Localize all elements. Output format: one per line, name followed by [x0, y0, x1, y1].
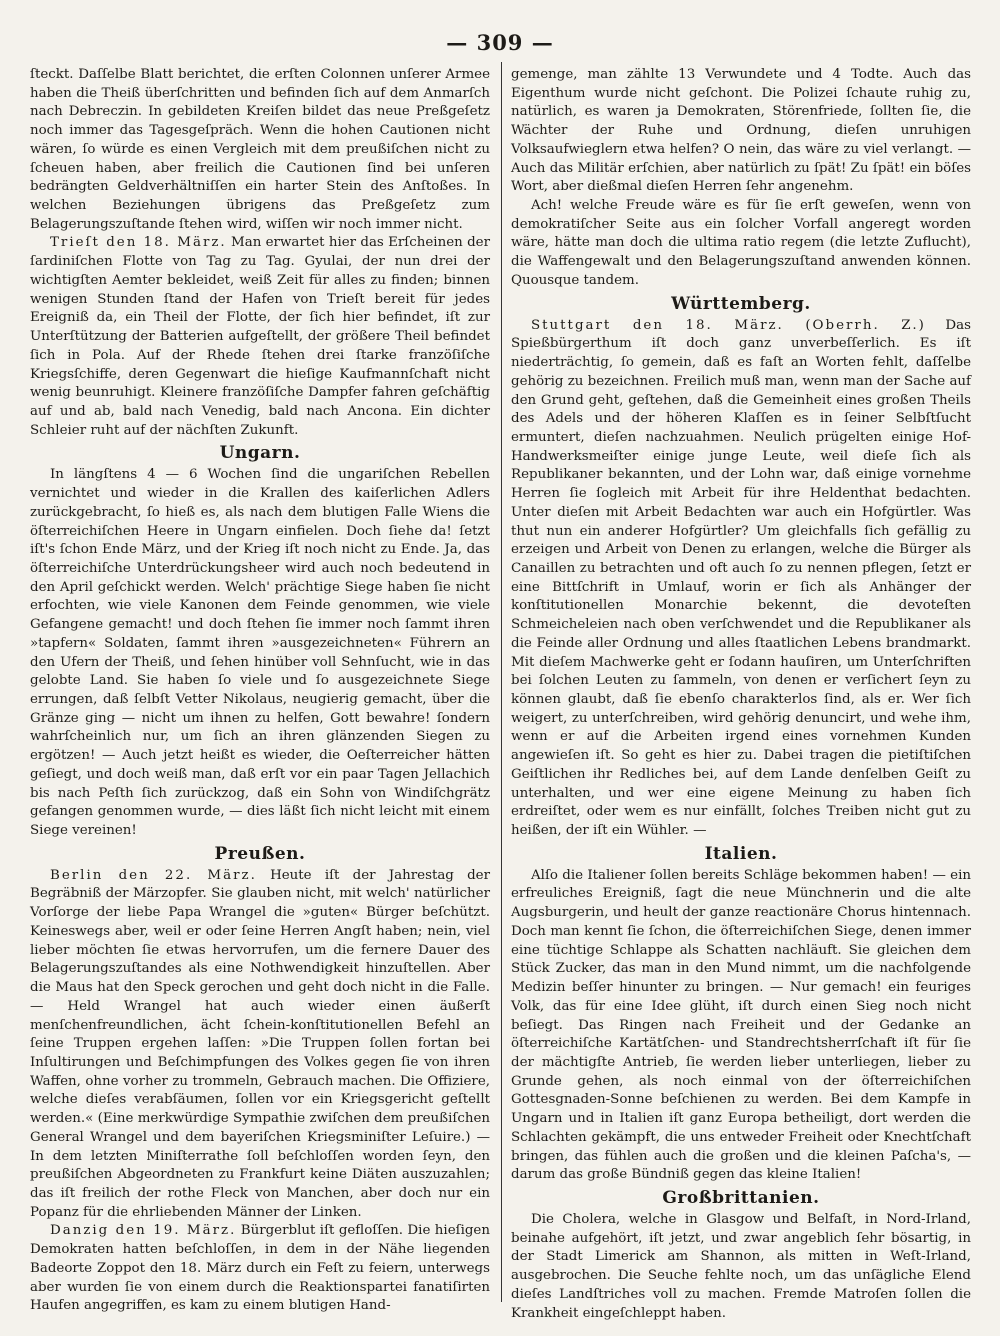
section-heading-italien: Italien.	[704, 843, 778, 864]
article-text: Man erwartet hier das Erſcheinen der ſardiniſchen Flotte von Tag zu Tag. Gyulai, der nun drei der wichtigſten Aemter bekleidet, weiß Zeit für alles zu finden; binnen wenigen Stunden ſtand der Hafen von Trieſt bereit für jedes Ereigniß da, ein Theil der Flotte, der ſich hier befindet, iſt zur Unterſtützung der Batterien aufgeſtellt, der größere Theil befindet ſich in Pola. Auf der Rhede ſtehen drei ſtarke franzöſiſche Kriegsſchiffe, deren Gegenwart die hieſige Kaufmannſchaft nicht wenig beunruhigt. Kleinere franzöſiſche Dampfer fahren geſchäftig auf und ab, bald nach Venedig, bald nach Ancona. Ein dichter Schleier ruht auf der nächſten Zukunft.	[30, 235, 490, 438]
dateline: Berlin den 22. März.	[50, 867, 257, 883]
section-heading-grossbritannien: Großbrittanien.	[662, 1187, 820, 1208]
article-paragraph: ſteckt. Daſſelbe Blatt berichtet, die erſten Colonnen unſerer Armee haben die Theiß überſchritten und befinden ſich auf dem Anmarſch nach Debreczin. In gebildeten Kreiſen bildet das neue Preßgeſetz noch immer das Tagesgeſpräch. Wenn die hohen Cautionen nicht wären, ſo würde es einen Vergleich mit dem preußiſchen nicht zu ſcheuen haben, aber freilich die Cautionen ſind bei unſeren bedrängten Geldverhältniſſen ein harter Stein des Anſtoßes. In welchen Beziehungen übrigens das Preßgeſetz zum Belagerungszuſtande ſtehen wird, wiſſen wir noch immer nicht.	[30, 67, 490, 232]
article-text: Bürgerblut iſt gefloſſen. Die hieſigen Demokraten hatten beſchloſſen, in dem in der Nähe liegenden Badeorte Zoppot den 18. März durch ein Feſt zu feiern, unterwegs aber wurden ſie von einem durch die Reaktionspartei fanatiſirten Haufen angegriffen, es kam zu einem blutigen Hand-	[30, 1223, 490, 1314]
article-paragraph: Alſo die Italiener ſollen bereits Schläge bekommen haben! — ein erfreuliches Ereigniß, ſagt die neue Münchnerin und die alte Augsburgerin, und heult der ganze reactionäre Chorus hintennach. Doch man kennt ſie ſchon, die öſterreichiſchen Siege, denen immer eine tüchtige Schlappe als Schatten nachläuft. Sie gleichen dem Stück Zucker, das man in den Mund nimmt, um die nachfolgende Medizin beſſer hinunter zu bringen. — Nur gemach! ein feuriges Volk, das für eine Idee glüht, iſt durch einen Sieg noch nicht beſiegt. Das Ringen nach Freiheit und der Gedanke an öſterreichiſche Kartätſchen- und Standrechtsherrſchaft iſt für ſie der mächtigſte Antrieb, ſie werden lieber unterliegen, lieber zu Grunde gehen, als noch einmal von der öſterreichiſchen Gottesgnaden-Sonne beſchienen zu werden. Bei dem Kampfe in Ungarn und in Italien iſt ganz Europa betheiligt, dort werden die Schlachten gekämpft, die uns entweder Freiheit oder Knechtſchaft bringen, das fühlen auch die großen und die kleinen Paſcha's, — darum das große Bündniß gegen das kleine Italien!	[511, 867, 971, 1183]
article-paragraph	[30, 234, 490, 440]
page-number: — 309 —	[446, 30, 554, 55]
section-heading-wuerttemberg: Württemberg.	[671, 293, 811, 314]
article-paragraph	[511, 317, 971, 841]
dateline: Stuttgart den 18. März. (Oberrh. Z.)	[531, 317, 926, 333]
article-text: Heute iſt der Jahrestag der Begräbniß der Märzopfer. Sie glauben nicht, mit welch' natürlicher Vorſorge der liebe Papa Wrangel die »guten« Bürger beſchützt. Keineswegs aber, weil er oder ſeine Herren Angſt haben; nein, viel lieber möchten ſie etwas hervorrufen, um die fernere Dauer des Belagerungszuſtandes als eine Nothwendigkeit hinzuſtellen. Aber die Maus hat den Speck gerochen und geht doch nicht in die Falle. — Held Wrangel hat auch wieder einen äußerſt menſchenfreundlichen, ächt ſchein-konſtitutionellen Befehl an ſeine Truppen ergehen laſſen: »Die Truppen ſollen fortan bei Inſultirungen und Beſchimpfungen des Volkes gegen ſie von ihren Waffen, ohne vorher zu trommeln, Gebrauch machen. Die Offiziere, welche dieſes verabſäumen, ſollen vor ein Kriegsgericht geſtellt werden.« (Eine merkwürdige Sympathie zwiſchen dem preußiſchen General Wrangel und dem bayeriſchen Kriegsminiſter Leſuire.) — In dem letzten Miniſterrathe ſoll beſchloſſen worden ſeyn, den preußiſchen Abgeordneten zu Frankfurt keine Diäten auszuzahlen; das iſt freilich der rothe Fleck von Manchen, aber doch nur ein Popanz für die ehrliebenden Männer der Linken.	[30, 867, 490, 1220]
column-divider	[501, 62, 502, 1302]
article-paragraph: Die Cholera, welche in Glasgow und Belfaſt, in Nord-Irland, beinahe aufgehört, iſt jetzt, und zwar angeblich ſehr bösartig, in der Stadt Limerick am Shannon, als mitten in Weſt-Irland, ausgebrochen. Die Seuche fehlte noch, um das unſägliche Elend dieſes Landſtriches voll zu machen. Fremde Matroſen ſollen die Krankheit eingeſchleppt haben.	[511, 1211, 971, 1321]
dateline: Trieſt den 18. März.	[50, 235, 227, 251]
dateline: Danzig den 19. März.	[50, 1223, 237, 1239]
article-paragraph: In längſtens 4 — 6 Wochen ſind die ungariſchen Rebellen vernichtet und wieder in die Krallen des kaiſerlichen Adlers zurückgebracht, ſo hieß es, als nach dem blutigen Falle Wiens die öſterreichiſchen Heere in Ungarn einfielen. Doch ſiehe da! ſetzt iſt's ſchon Ende März, und der Krieg iſt noch nicht zu Ende. Ja, das öſterreichiſche Unterdrückungsheer wird auch noch bedeutend in den April geſchickt werden. Welch' prächtige Siege haben ſie nicht erfochten, wie viele Kanonen dem Feinde genommen, wie viele Gefangene gemacht! und doch ſtehen ſie immer noch ſammt ihren »tapfern« Soldaten, ſammt ihren »ausgezeichneten« Führern an den Ufern der Theiß, und ſehen hinüber voll Sehnſucht, wie in das gelobte Land. Sie haben ſo viele und ſo ausgezeichnete Siege errungen, daß ſelbſt Vetter Nikolaus, neugierig gemacht, über die Gränze ging — nicht um ihnen zu helfen, Gott bewahre! ſondern wahrſcheinlich nur, um ſich an ihren glänzenden Siegen zu ergötzen! — Auch jetzt heißt es wieder, die Oeſterreicher hätten geſiegt, und doch weiß man, daß erſt vor ein paar Tagen Jellachich bis nach Peſth ſich zurückzog, daß ein Sohn von Windiſchgrätz gefangen genommen wurde, — dies läßt ſich nicht leicht mit einem Siege vereinen!	[30, 467, 490, 839]
article-paragraph: gemenge, man zählte 13 Verwundete und 4 Todte. Auch das Eigenthum wurde nicht geſchont. Die Polizei ſchaute ruhig zu, natürlich, es waren ja Demokraten, Störenfriede, ſollten ſie, die Wächter der Ruhe und Ordnung, dieſen unruhigen Volksaufwieglern etwa helfen? O nein, das wäre zu viel verlangt. — Auch das Militär erſchien, aber natürlich zu ſpät! Zu ſpät! ein böſes Wort, aber dießmal dieſen Herren ſehr angenehm.	[511, 67, 971, 195]
article-text: Das Spießbürgerthum iſt doch ganz unverbeſſerlich. Es iſt niederträchtig, ſo gemein, daß es faſt an Worten fehlt, daſſelbe gehörig zu bezeichnen. Freilich muß man, wenn man der Sache auf den Grund geht, geſtehen, daß die Gemeinheit eines großen Theils des Adels und der höheren Klaſſen es in ſeiner Selbſtſucht ermuntert, dieſen nachzuahmen. Neulich prügelten einige Hof-Handwerksmeiſter einige junge Leute, weil dieſe ſich als Republikaner bekannten, und der Lohn war, daß einige vornehme Herren ſie ſogleich mit Arbeit für ihre Heldenthat bedachten. Unter dieſen mit Arbeit Bedachten war auch ein Hofgürtler. Was thut nun ein anderer Hofgürtler? Um gleichfalls ſich gefällig zu erzeigen und Arbeit von Denen zu erlangen, welche die Bürger als Canaillen zu betrachten und oft auch ſo zu nennen pflegen, ſetzt er eine Bittſchrift in Umlauf, worin er ſich als Anhänger der konſtitutionellen Monarchie bekennt, die devoteſten Schmeicheleien nach oben verſchwendet und die Republikaner als die Feinde aller Ordnung und alles ſtaatlichen Lebens brandmarkt. Mit dieſem Machwerke geht er ſodann hauſiren, um Unterſchriften bei ſolchen Leuten zu ſammeln, von denen er verſichert ſeyn zu können glaubt, daß ſie ebenſo charakterlos ſind, als er. Wer ſich weigert, zu unterſchreiben, wird gehörig denuncirt, und wehe ihm, wenn er auf die Arbeiten irgend eines vornehmen Kunden angewieſen iſt. So geht es hier zu. Dabei tragen die pietiſtiſchen Geiſtlichen ihr Redliches bei, auf dem Lande denſelben Geiſt zu unterhalten, und wer eine eigene Meinung zu haben ſich erdreiſtet, oder wem es nur einfällt, ſolches Treiben nicht gut zu heißen, der iſt ein Wühler. —	[511, 317, 972, 839]
article-paragraph: Ach! welche Freude wäre es für ſie erſt geweſen, wenn von demokratiſcher Seite aus ein ſolcher Vorfall angeregt worden wäre, hätte man doch die ultima ratio regem (die letzte Zuflucht), die Waffengewalt und den Belagerungszuſtand anwenden können. Quousque tandem.	[511, 198, 971, 288]
article-paragraph	[30, 867, 490, 1223]
left-column	[30, 66, 490, 1316]
right-column	[511, 66, 971, 1323]
article-paragraph	[30, 1222, 490, 1316]
section-heading-ungarn: Ungarn.	[219, 443, 301, 464]
section-heading-preussen: Preußen.	[214, 843, 306, 864]
